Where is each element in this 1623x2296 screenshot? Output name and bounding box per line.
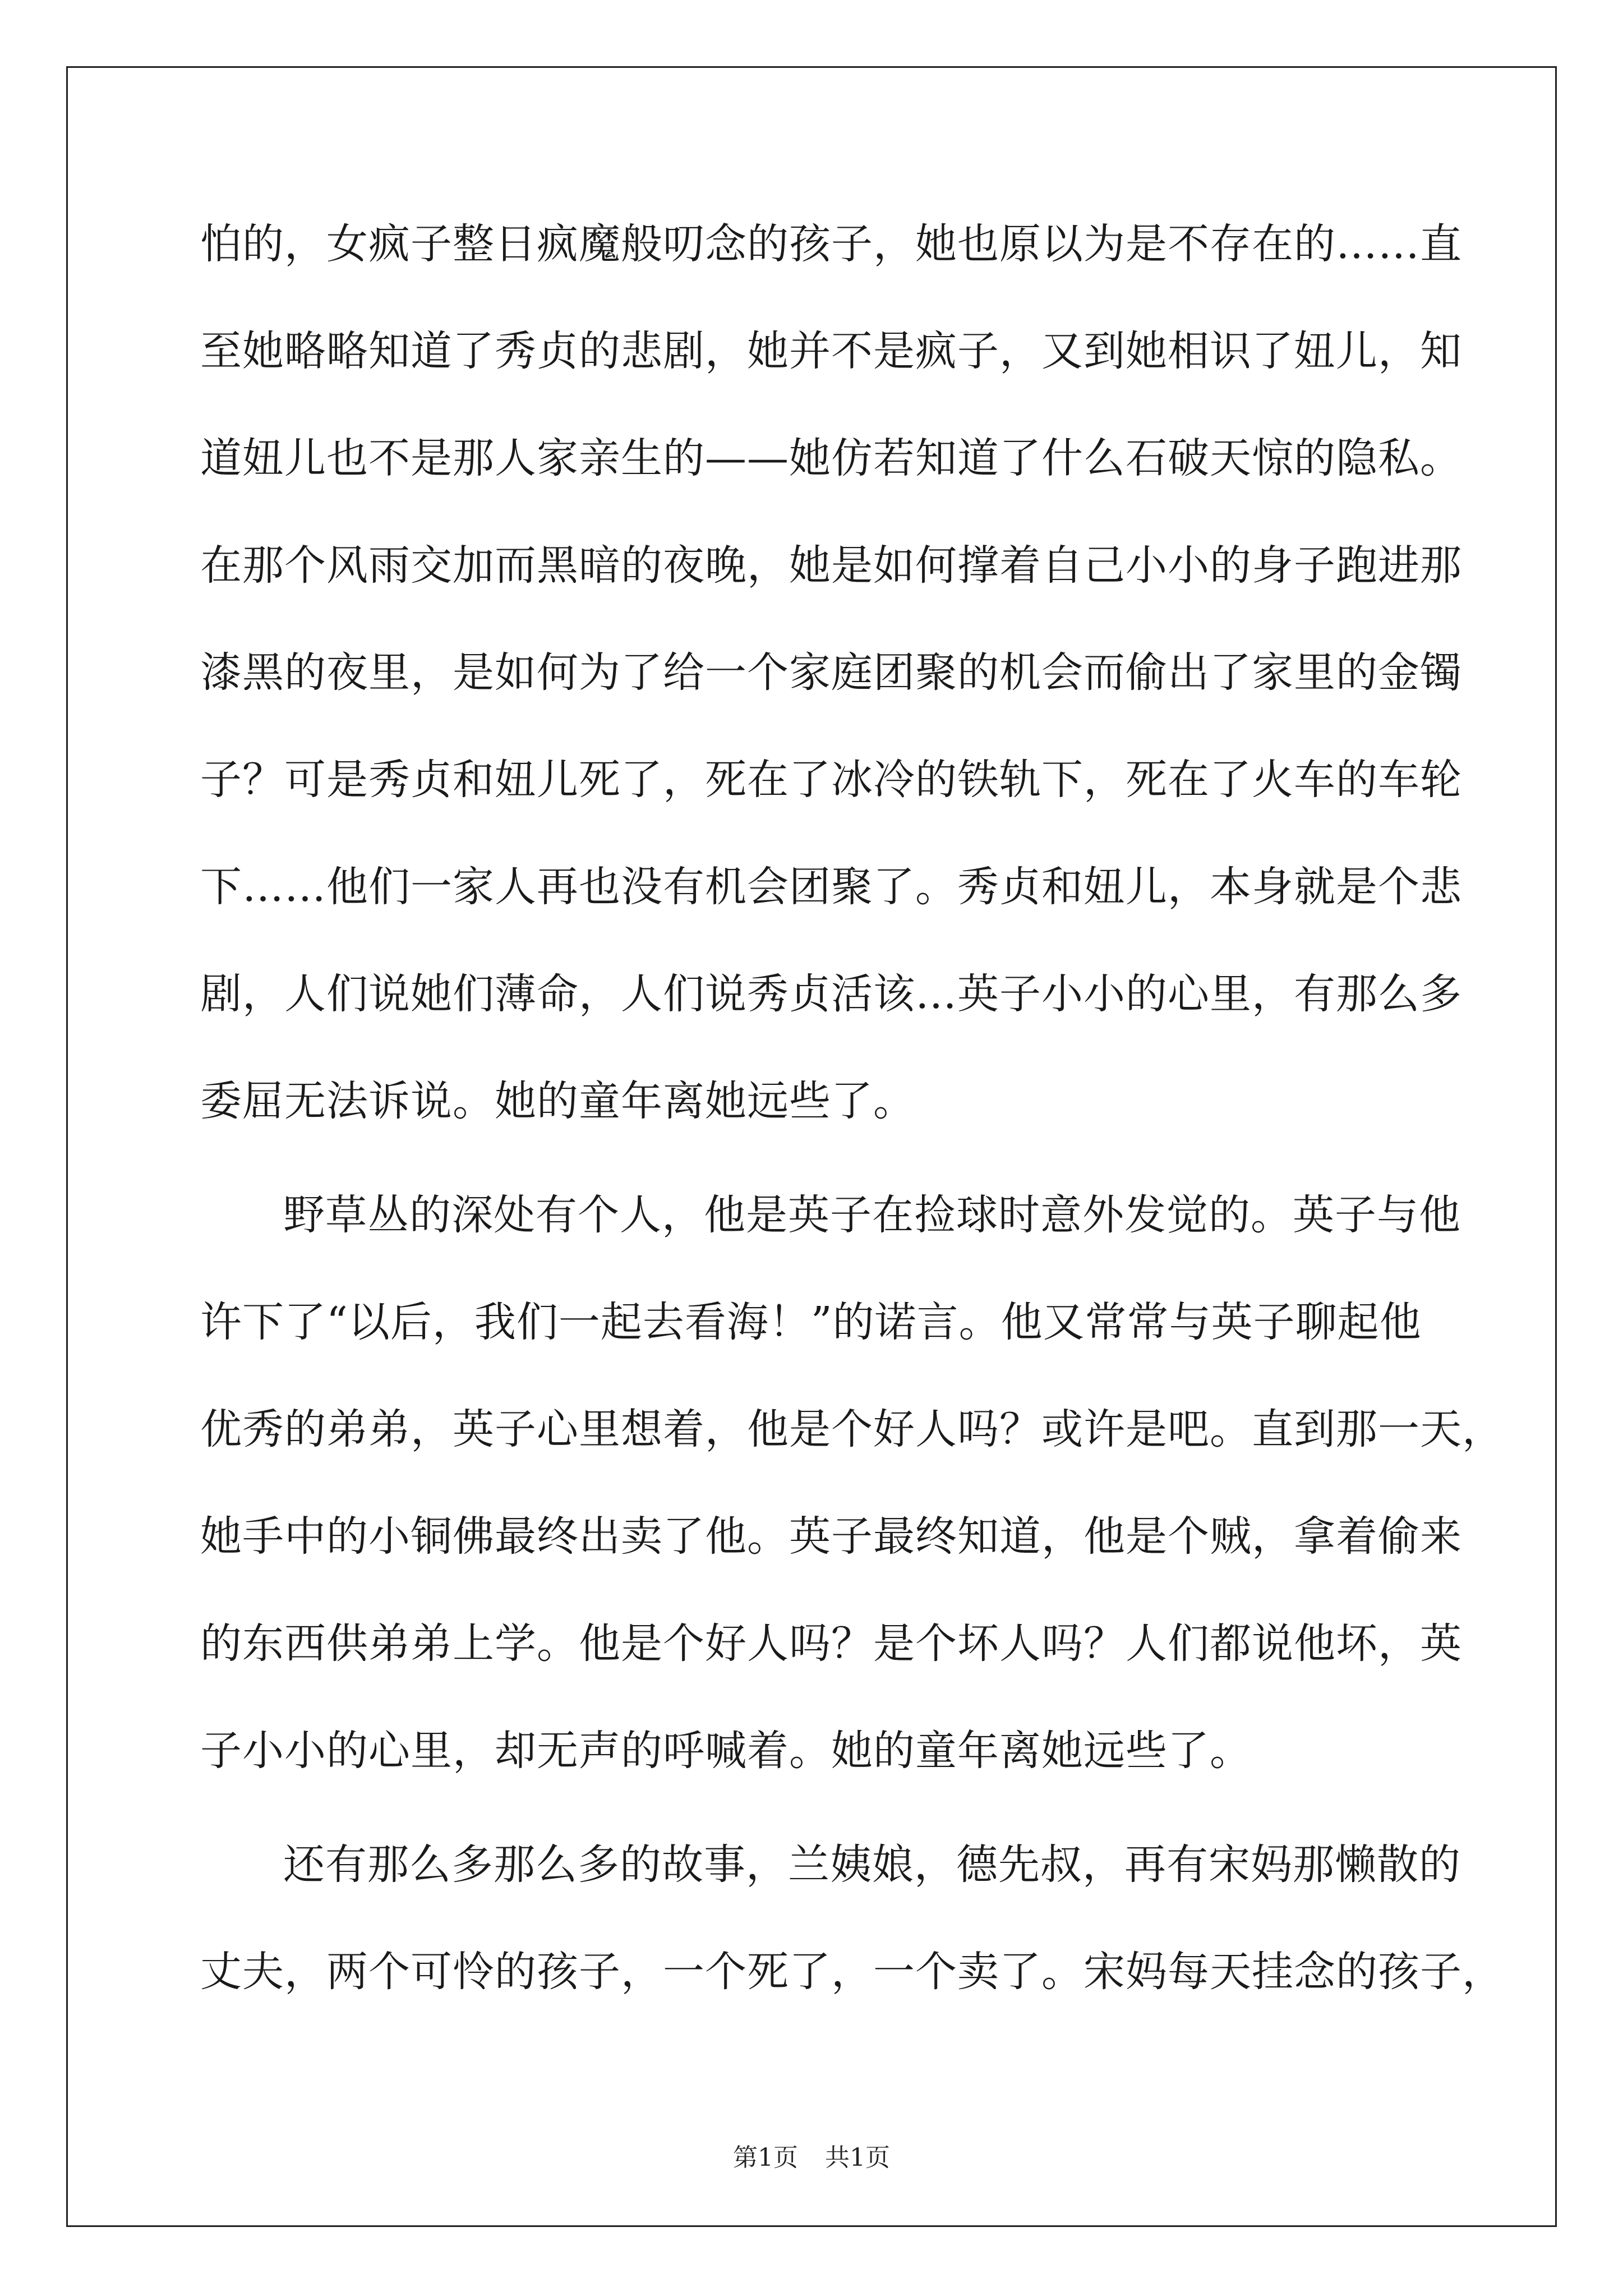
text-line: 委屈无法诉说。她的童年离她远些了。 (200, 1077, 915, 1125)
text-line: 怕的，女疯子整日疯魔般叨念的孩子，她也原以为是不存在的……直 (200, 220, 1462, 268)
text-line: 还有那么多那么多的故事，兰姨娘，德先叔，再有宋妈那懒散的 (283, 1841, 1461, 1889)
page-footer (0, 2137, 1623, 2173)
document-body (200, 213, 1504, 2048)
page-number: 第1页 (733, 2143, 798, 2172)
paragraph (200, 213, 1462, 1177)
text-line: 剧，人们说她们薄命，人们说秀贞活该…英子小小的心里，有那么多 (200, 970, 1462, 1018)
text-line: 丈夫，两个可怜的孩子，一个死了，一个卖了。宋妈每天挂念的孩子， (200, 1948, 1504, 1996)
text-line: 野草丛的深处有个人，他是英子在捡球时意外发觉的。英子与他 (283, 1191, 1461, 1239)
paragraph (200, 1184, 1504, 1827)
text-line: 至她略略知道了秀贞的悲剧，她并不是疯子，又到她相识了妞儿，知 (200, 327, 1462, 375)
page-total: 共1页 (825, 2143, 890, 2172)
text-line: 优秀的弟弟，英子心里想着，他是个好人吗？或许是吧。直到那一天， (200, 1405, 1504, 1453)
text-line: 漆黑的夜里，是如何为了给一个家庭团聚的机会而偷出了家里的金镯 (200, 648, 1462, 697)
text-line: 的东西供弟弟上学。他是个好人吗？是个坏人吗？人们都说他坏，英 (200, 1619, 1462, 1668)
text-line: 子？可是秀贞和妞儿死了，死在了冰冷的铁轨下，死在了火车的车轮 (200, 756, 1462, 804)
text-line: 道妞儿也不是那人家亲生的——她仿若知道了什么石破天惊的隐私。 (200, 434, 1462, 482)
paragraph (200, 1834, 1504, 2048)
text-line: 子小小的心里，却无声的呼喊着。她的童年离她远些了。 (200, 1727, 1252, 1775)
text-line: 在那个风雨交加而黑暗的夜晚，她是如何撑着自己小小的身子跑进那 (200, 541, 1462, 590)
text-line: 她手中的小铜佛最终出卖了他。英子最终知道，他是个贼，拿着偷来 (200, 1512, 1462, 1561)
text-line: 下……他们一家人再也没有机会团聚了。秀贞和妞儿，本身就是个悲 (200, 863, 1462, 911)
text-line: 许下了“以后，我们一起去看海！”的诺言。他又常常与英子聊起他 (200, 1298, 1422, 1346)
